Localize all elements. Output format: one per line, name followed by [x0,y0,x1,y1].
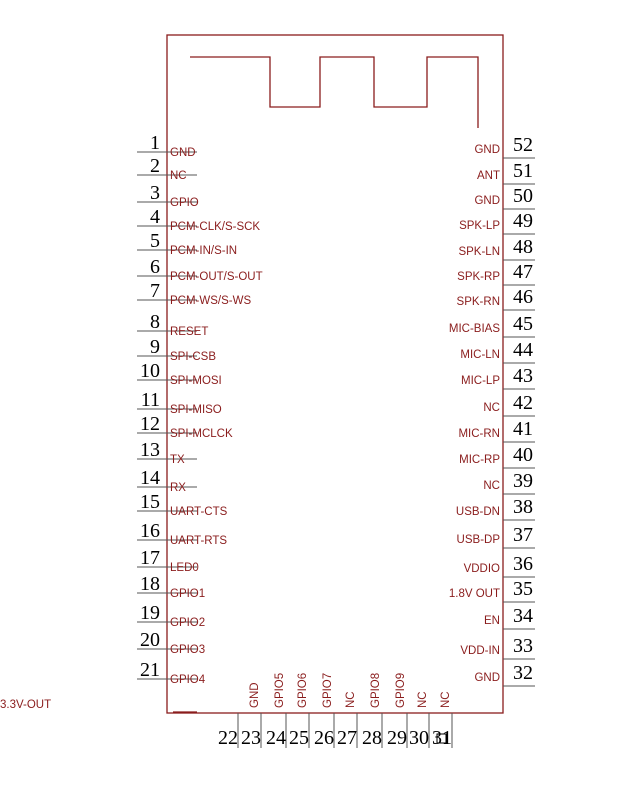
right-pin-label: MIC-RN [458,428,500,440]
right-pin-label: SPK-RN [456,296,500,308]
right-pin-number: 45 [513,313,533,335]
right-pin-number: 34 [513,605,533,627]
bottom-pin-label: NC [345,691,357,708]
left-pin-label: GPIO [170,197,199,209]
right-pin-number: 39 [513,470,533,492]
bottom-pin-number: 30 [409,727,429,749]
right-pin-number: 41 [513,418,533,440]
right-pin-label: GND [474,672,500,684]
right-pin-number: 38 [513,496,533,518]
bottom-pin-label: NC [417,691,429,708]
right-pin-number: 52 [513,134,533,156]
right-pin-label: EN [484,615,500,627]
right-pin-number: 48 [513,236,533,258]
bottom-pin-number: 26 [314,727,334,749]
left-pin-label: GPIO4 [170,674,206,686]
right-pin-label: GND [474,144,500,156]
bottom-pin-number: 27 [337,727,357,749]
left-pin-number: 1 [150,132,160,154]
right-pin-label: MIC-RP [459,454,500,466]
left-pin-number: 2 [150,155,160,177]
left-pin-number: 7 [150,280,160,302]
bottom-pin-number: 25 [289,727,309,749]
right-pin-number: 42 [513,392,533,414]
right-pin-label: MIC-BIAS [448,323,500,335]
right-pin-label: SPK-RP [457,271,500,283]
left-pin-label: TX [170,454,185,466]
right-pin-label: VDDIO [463,563,500,575]
right-pin-number: 46 [513,286,533,308]
right-pin-label: 1.8V OUT [448,588,500,600]
bottom-pin-number: 24 [266,727,286,749]
bottom-pin-number: 29 [387,727,407,749]
right-pin-label: MIC-LP [461,375,500,387]
bottom-pin-label: GPIO8 [370,672,382,708]
left-pin-label: SPI-CSB [170,351,217,363]
right-pin-label: MIC-LN [460,349,500,361]
left-pin-label: UART-RTS [170,535,228,547]
left-pin-label: GPIO2 [170,617,206,629]
bottom-pin-label: GPIO5 [274,672,286,708]
left-pin-label: SPI-MOSI [170,375,222,387]
left-pin-label: PCM-CLK/S-SCK [170,221,261,233]
left-pin-number: 3 [150,182,160,204]
left-pin-number: 21 [140,659,160,681]
right-pin-label: VDD-IN [460,645,500,657]
right-pins [449,134,535,686]
left-pin-label: GND [170,147,196,159]
left-pin-number: 8 [150,311,160,333]
left-pin-number: 9 [150,336,160,358]
left-pin-number: 12 [140,413,160,435]
bottom-pin-label: 3.3V-OUT [0,699,52,711]
right-pin-number: 40 [513,444,533,466]
right-pin-number: 50 [513,185,533,207]
right-pin-number: 43 [513,365,533,387]
bottom-pin-number: 23 [241,727,261,749]
left-pin-label: LED0 [170,562,199,574]
left-pin-number: 17 [140,547,160,569]
right-pin-number: 51 [513,160,533,182]
bottom-pin-number: 22 [218,727,238,749]
right-pin-label: USB-DN [455,506,500,518]
right-pin-number: 47 [513,261,533,283]
left-pin-label: PCM-WS/S-WS [170,295,252,307]
left-pin-number: 13 [140,439,160,461]
left-pin-label: UART-CTS [170,506,228,518]
left-pin-number: 11 [140,389,160,411]
antenna-trace-icon [190,57,478,128]
bottom-pins [0,673,452,749]
left-pin-number: 5 [150,230,160,252]
left-pin-label: GPIO1 [170,588,206,600]
right-pin-number: 32 [513,662,533,684]
left-pin-number: 14 [140,467,160,489]
left-pin-label: RX [170,482,186,494]
bottom-pin-number: 28 [362,727,382,749]
left-pin-label: NC [170,170,187,182]
left-pin-number: 10 [140,360,160,382]
bottom-pin-label: NC [440,691,452,708]
bottom-pin-label: GPIO7 [322,672,334,708]
left-pin-number: 15 [140,491,160,513]
right-pin-label: NC [483,402,500,414]
right-pin-label: GND [474,195,500,207]
right-pin-number: 44 [513,339,533,361]
right-pin-number: 35 [513,578,533,600]
right-pin-number: 37 [513,524,533,546]
left-pin-number: 20 [140,629,160,651]
left-pin-label: RESET [170,326,209,338]
left-pin-label: PCM-IN/S-IN [170,245,238,257]
right-pin-label: SPK-LN [458,246,500,258]
right-pin-label: USB-DP [456,534,500,546]
left-pin-label: PCM-OUT/S-OUT [170,271,263,283]
right-pin-label: SPK-LP [459,220,500,232]
bottom-pin-label: GPIO9 [395,672,407,708]
right-pin-number: 33 [513,635,533,657]
left-pin-number: 16 [140,520,160,542]
left-pin-label: GPIO3 [170,644,206,656]
bottom-pin-number: 31 [432,727,452,749]
right-pin-label: ANT [477,170,500,182]
right-pin-number: 49 [513,210,533,232]
bottom-pin-label: GPIO6 [297,672,309,708]
right-pin-label: NC [483,480,500,492]
module-outline [167,35,503,713]
right-pin-number: 36 [513,553,533,575]
left-pin-number: 18 [140,573,160,595]
left-pin-label: SPI-MISO [170,404,222,416]
bottom-pin-label: GND [249,682,261,708]
left-pin-number: 19 [140,602,160,624]
left-pin-number: 4 [150,206,160,228]
left-pin-label: SPI-MCLCK [170,428,233,440]
left-pins [137,132,263,686]
left-pin-number: 6 [150,256,160,278]
